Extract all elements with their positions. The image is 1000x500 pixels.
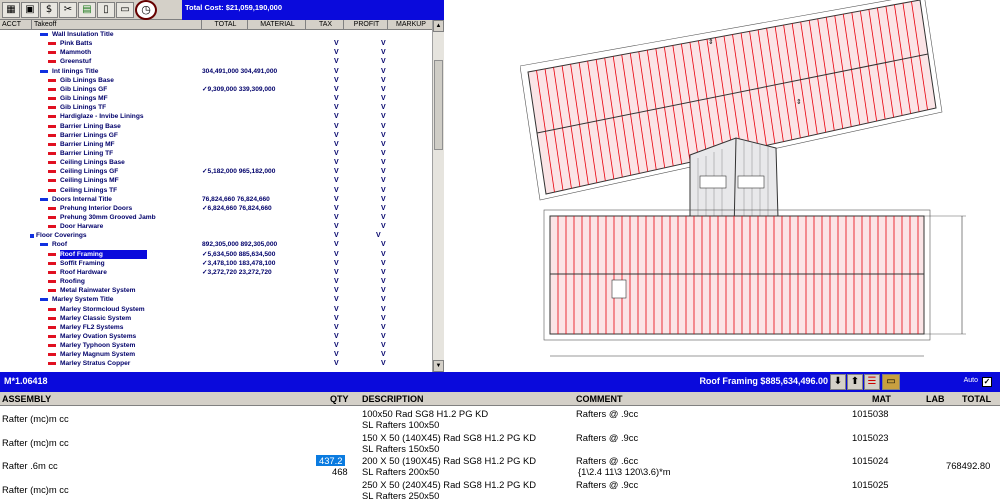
tree-node-marker [48,353,56,356]
tree-row-tax-flag[interactable]: V [334,58,339,66]
tree-row-tax-flag[interactable]: V [334,104,339,112]
tree-row-label: Marley Typhoon System [60,342,136,350]
tree-row-label: Barrier Lining TF [60,149,114,157]
column-header-profit[interactable]: PROFIT [344,20,388,29]
tree-row[interactable] [0,112,432,121]
auto-checkbox[interactable]: ✓ [983,377,991,386]
tree-row-total: ✓6,824,660 76,824,660 [202,204,272,212]
tree-row-tax-flag[interactable]: V [334,250,339,258]
tree-row-label: Barrier Lining Base [60,122,121,130]
tree-row-tax-flag[interactable]: V [334,287,339,295]
tree-row-tax-flag[interactable]: V [334,40,339,48]
column-header-qty[interactable]: QTY [330,394,349,404]
tree-node-marker [48,253,56,256]
total-cost-label: Total Cost: $21,059,190,000 [185,3,282,12]
tree-row[interactable] [0,240,432,249]
tree-node-marker [48,143,56,146]
tree-row[interactable] [0,176,432,185]
tree-row-tax-flag[interactable]: V [334,214,339,221]
tree-row[interactable] [0,314,432,323]
tree-node-marker [48,262,56,265]
tree-row[interactable] [0,186,432,195]
comment-cell: Rafters @ .9cc [576,478,639,490]
tree-row-tax-flag[interactable]: V [334,332,339,340]
tree-row-label: Gib Linings MF [60,95,108,103]
tree-row-tax-flag[interactable]: V [334,140,339,148]
tree-row-label: Prehung Interior Doors [60,204,133,212]
tree-row[interactable] [0,131,432,140]
tree-row-tax-flag[interactable]: V [334,149,339,157]
tree-row[interactable] [0,222,432,231]
tree-row[interactable] [0,295,432,304]
column-header-assembly[interactable]: ASSEMBLY [2,394,52,404]
comment-secondary-cell: {1\2.4 11\3 120\3.6)*m [578,466,671,477]
tree-row[interactable] [0,30,432,39]
tree-node-marker [40,298,48,301]
list-icon[interactable]: ☰ [864,374,880,390]
tree-row-label: Ceiling Linings TF [60,186,118,194]
tree-row-total: ✓5,182,000 965,182,000 [202,168,276,176]
main-toolbar [0,0,182,20]
tree-row-tax-flag[interactable]: V [334,49,339,57]
tree-row-tax-flag[interactable]: V [334,342,339,350]
tree-row-label: Hardiglaze - Invibe Linings [60,113,144,121]
tree-node-marker [48,170,56,173]
tree-row[interactable] [0,259,432,268]
tree-row-label: Marley Stormcloud System [60,305,145,313]
takeoff-tree [0,30,432,372]
tree-row-profit-flag[interactable]: V [381,323,386,331]
tree-node-marker [48,326,56,329]
tree-row-label: Gib Linings Base [60,76,114,84]
tree-node-marker [48,115,56,118]
tree-row[interactable] [0,39,432,48]
mat-cell: 1015023 [852,431,889,443]
tree-row-total: 892,305,000 892,305,000 [202,241,278,249]
tree-row-tax-flag[interactable]: V [334,195,339,203]
assembly-cell: Rafter (mc)m cc [2,436,69,448]
upper-arrow-a: ⇕ [708,38,714,46]
status-bar [0,372,1000,392]
tree-node-marker [48,79,56,82]
tree-row-label: Marley System Title [52,296,114,304]
dollar-icon[interactable]: $ [40,2,58,18]
tree-row-profit-flag[interactable]: V [381,104,386,112]
tree-node-marker [48,125,56,128]
tree-node-marker [48,97,56,100]
tree-row-label: Gib Linings TF [60,104,107,112]
tree-row-profit-flag[interactable]: V [376,232,381,240]
tree-row[interactable] [0,140,432,149]
tree-row-tax-flag[interactable]: V [334,168,339,176]
tree-row-total: ✓9,309,000 339,309,000 [202,85,276,93]
tree-row-profit-flag[interactable]: V [381,305,386,313]
tree-node-marker [48,362,56,365]
tree-node-marker [48,335,56,338]
assembly-row[interactable] [0,479,1000,500]
selected-item-total: Roof Framing $885,634,496.00 [699,376,828,386]
tree-row-label: Int linings Title [52,67,99,75]
tree-node-marker [48,207,56,210]
tree-row-tax-flag[interactable]: V [334,232,339,240]
qty-cell[interactable]: 437.2 [316,455,345,466]
tree-row-tax-flag[interactable]: V [334,177,339,185]
tree-row-label: Gib Linings GF [60,85,108,93]
tree-node-marker [48,289,56,292]
tree-row[interactable] [0,277,432,286]
tree-row-profit-flag[interactable]: V [381,287,386,295]
tree-row[interactable] [0,323,432,332]
column-header-markup[interactable]: MARKUP [396,21,426,28]
tree-row-tax-flag[interactable]: V [334,85,339,93]
assembly-cell: Rafter .6m cc [2,460,58,471]
arrow-up-icon[interactable]: ⬆ [847,374,863,390]
tree-row-label: Roof Framing [60,250,147,259]
tree-row[interactable] [0,341,432,350]
comment-cell: Rafters @ .9cc [576,431,639,443]
tree-node-marker [48,134,56,137]
tree-row-label: Marley Ovation Systems [60,332,137,340]
tree-row-tax-flag[interactable]: V [334,122,339,130]
tree-row-profit-flag[interactable]: V [381,296,386,304]
tree-row-label: Marley FL2 Systems [60,323,124,331]
assembly-row[interactable] [0,455,1000,479]
tree-row-tax-flag[interactable]: V [334,95,339,103]
assembly-row[interactable] [0,408,1000,432]
tree-row-profit-flag[interactable]: V [381,95,386,103]
tree-row-profit-flag[interactable]: V [381,149,386,157]
tree-row[interactable] [0,76,432,85]
scroll-down-icon[interactable]: ▼ [433,360,444,372]
description-cell: 150 X 50 (140X45) Rad SG8 H1.2 PG KD [362,431,537,443]
tree-scrollbar[interactable] [432,20,444,372]
description-secondary-cell: SL Rafters 150x50 [362,442,440,454]
roof-plan-drawing[interactable] [520,0,1000,372]
tree-row-profit-flag[interactable]: V [381,223,386,231]
assembly-cell: Rafter (mc)m cc [2,413,69,424]
mat-cell: 1015038 [852,408,889,419]
tree-node-marker [48,344,56,347]
tree-row[interactable] [0,195,432,204]
tree-row[interactable] [0,149,432,158]
tree-row-profit-flag[interactable]: V [381,67,386,75]
tree-row-tax-flag[interactable]: V [334,113,339,121]
column-header-tax[interactable]: TAX [306,20,344,29]
tree-node-marker [48,42,56,45]
tree-row-tax-flag[interactable]: V [334,67,339,75]
column-header-mat[interactable]: MAT [872,394,891,404]
description-cell: 250 X 50 (240X45) Rad SG8 H1.2 PG KD [362,478,537,490]
tree-row[interactable] [0,57,432,66]
tree-row[interactable] [0,359,432,368]
tree-row-profit-flag[interactable]: V [381,250,386,258]
tree-row-profit-flag[interactable]: V [381,278,386,286]
tree-row[interactable] [0,103,432,112]
tree-row-profit-flag[interactable]: V [381,58,386,66]
description-secondary-cell: SL Rafters 200x50 [362,466,440,477]
tree-row-label: Barrier Lining MF [60,140,115,148]
arrow-down-icon[interactable]: ⬇ [830,374,846,390]
tree-node-marker [48,51,56,54]
document-icon[interactable]: ▯ [97,2,115,18]
tree-row-tax-flag[interactable]: V [334,204,339,212]
save-icon[interactable]: ▣ [21,2,39,18]
scissors-icon[interactable]: ✂ [59,2,77,18]
tree-row-label: Marley Magnum System [60,351,136,359]
tree-row-profit-flag[interactable]: V [381,76,386,84]
tree-row[interactable] [0,122,432,131]
tree-row-profit-flag[interactable]: V [381,360,386,368]
calculator-icon[interactable]: ▦ [2,2,20,18]
tree-row[interactable] [0,67,432,76]
tree-row[interactable] [0,286,432,295]
column-header-total[interactable]: TOTAL [202,20,248,29]
mat-cell: 1015024 [852,455,889,466]
tree-row[interactable] [0,167,432,176]
tree-row-label: Floor Coverings [36,232,87,240]
tree-row-label: Marley Classic System [60,314,132,322]
tree-row-tax-flag[interactable]: V [334,259,339,267]
tree-row-tax-flag[interactable]: V [334,131,339,139]
tree-row-profit-flag[interactable]: V [381,168,386,176]
tree-row-tax-flag[interactable]: V [334,296,339,304]
tree-row[interactable] [0,350,432,359]
tree-row-label: Marley Stratus Copper [60,360,131,368]
tree-node-marker [48,88,56,91]
tree-row-profit-flag[interactable]: V [381,40,386,48]
clock-icon[interactable]: ◷ [135,0,157,20]
tree-row-label: Prehung 30mm Grooved Jamb [60,214,156,221]
comment-cell: Rafters @ .9cc [576,408,639,419]
tree-row-tax-flag[interactable]: V [334,278,339,286]
tree-node-marker [48,225,56,228]
tree-row-label: Mammoth [60,49,92,57]
tree-row-tax-flag[interactable]: V [334,360,339,368]
tree-row-profit-flag[interactable]: V [381,186,386,194]
tree-row-label: Roof Hardware [60,268,107,276]
tree-row-tax-flag[interactable]: V [334,314,339,322]
tree-row-tax-flag[interactable]: V [334,223,339,231]
tree-row-label: Door Harware [60,223,104,231]
tree-row-label: Greenstuf [60,58,92,66]
tree-row-profit-flag[interactable]: V [381,113,386,121]
total-cost-bar [182,0,444,20]
tree-row-tax-flag[interactable]: V [334,351,339,359]
tree-row[interactable] [0,158,432,167]
total-cell: 768492.80 [946,460,991,471]
tree-row-label: Pink Batts [60,40,93,48]
tree-row-tax-flag[interactable]: V [334,76,339,84]
column-header-description[interactable]: DESCRIPTION [362,394,424,404]
column-header-material[interactable]: MATERIAL [248,20,306,29]
tree-row-total: 76,824,660 76,824,660 [202,195,270,203]
tree-row-label: Soffit Framing [60,259,105,267]
tree-row-profit-flag[interactable]: V [381,195,386,203]
tree-row-label: Ceiling Linings GF [60,168,119,176]
tree-row-label: Roof [52,241,68,249]
tree-row-label: Ceiling Linings MF [60,177,119,185]
tree-row-profit-flag[interactable]: V [381,314,386,322]
tree-node-marker [48,106,56,109]
tree-node-marker [30,234,34,238]
tree-row-profit-flag[interactable]: V [381,140,386,148]
tree-row-tax-flag[interactable]: V [334,305,339,313]
comment-cell: Rafters @ .6cc [576,455,639,466]
tree-node-marker [40,198,48,201]
tree-row-total: ✓3,478,100 183,478,100 [202,259,276,267]
tree-row-profit-flag[interactable]: V [381,204,386,212]
tree-node-marker [40,33,48,36]
tree-row[interactable] [0,85,432,94]
formula-readout: M*1.06418 [4,376,48,386]
assembly-table-body [0,406,1000,500]
description-secondary-cell: SL Rafters 100x50 [362,419,440,430]
tree-row-tax-flag[interactable]: V [334,186,339,194]
tree-node-marker [48,152,56,155]
tree-row-label: Doors Internal Title [52,195,112,203]
scroll-up-icon[interactable]: ▲ [433,20,444,32]
scrollbar-thumb[interactable] [434,60,443,150]
tree-row[interactable] [0,94,432,103]
tree-row[interactable] [0,250,432,259]
tree-row-label: Metal Rainwater System [60,287,136,295]
assembly-row[interactable] [0,432,1000,456]
tree-row-tax-flag[interactable]: V [334,159,339,167]
tree-row-profit-flag[interactable]: V [381,332,386,340]
tree-row-profit-flag[interactable]: V [381,214,386,221]
tree-row-profit-flag[interactable]: V [381,351,386,359]
tree-node-marker [48,317,56,320]
tree-row-label: Ceiling Linings Base [60,159,125,167]
tree-row[interactable] [0,204,432,213]
assembly-table-header [0,392,1000,406]
tree-node-marker [48,271,56,274]
tree-row[interactable] [0,332,432,341]
column-header-total[interactable]: TOTAL [962,394,992,404]
tree-row-profit-flag[interactable]: V [381,159,386,167]
notes-icon[interactable]: ▭ [116,2,134,18]
tree-node-marker [48,179,56,182]
tree-node-marker [40,70,48,73]
tree-node-marker [48,60,56,63]
tree-row-label: Barrier Linings GF [60,131,118,139]
tree-node-marker [48,216,56,219]
column-header-takeoff[interactable]: Takeoff [32,20,202,29]
column-header-acct[interactable]: ACCT [0,20,32,29]
tree-node-marker [48,280,56,283]
tree-node-marker [40,243,48,246]
description-cell: 100x50 Rad SG8 H1.2 PG KD [362,408,489,419]
tree-row-label: Wall Insulation Title [52,31,114,38]
column-header-lab[interactable]: LAB [926,394,945,404]
upper-arrow-b: ⇕ [796,98,802,106]
takeoff-tree-header [0,20,432,30]
column-header-comment[interactable]: COMMENT [576,394,623,404]
tree-node-marker [48,308,56,311]
tree-row[interactable] [0,213,432,222]
lower-roof-plan [544,210,966,356]
description-cell: 200 X 50 (190X45) Rad SG8 H1.2 PG KD [362,455,537,466]
assembly-cell: Rafter (mc)m cc [2,483,69,495]
tree-row-profit-flag[interactable]: V [381,259,386,267]
tree-row-profit-flag[interactable]: V [381,49,386,57]
tree-node-marker [48,189,56,192]
qty-secondary-cell: 468 [332,466,348,477]
tree-node-marker [48,161,56,164]
tree-row-total: ✓3,272,720 23,272,720 [202,268,272,276]
tree-row-profit-flag[interactable]: V [381,177,386,185]
tree-row[interactable] [0,48,432,57]
tree-row-total: 304,491,000 304,491,000 [202,67,278,75]
spreadsheet-icon[interactable]: ▤ [78,2,96,18]
tree-row-profit-flag[interactable]: V [381,241,386,249]
tree-row-profit-flag[interactable]: V [381,131,386,139]
tree-row-profit-flag[interactable]: V [381,268,386,276]
tree-row-total: ✓5,634,500 885,634,500 [202,250,276,258]
tree-row-tax-flag[interactable]: V [334,241,339,249]
tree-row[interactable] [0,268,432,277]
tree-row-profit-flag[interactable]: V [381,342,386,350]
description-secondary-cell: SL Rafters 250x50 [362,489,440,500]
mat-cell: 1015025 [852,478,889,490]
monitor-icon[interactable]: ▭ [882,374,900,390]
tree-row-label: Roofing [60,278,85,286]
tree-row-profit-flag[interactable]: V [381,85,386,93]
tree-row-profit-flag[interactable]: V [381,122,386,130]
tree-row-tax-flag[interactable]: V [334,323,339,331]
tree-row[interactable] [0,231,432,240]
tree-row-tax-flag[interactable]: V [334,268,339,276]
tree-row[interactable] [0,305,432,314]
auto-label: Auto [963,377,978,384]
